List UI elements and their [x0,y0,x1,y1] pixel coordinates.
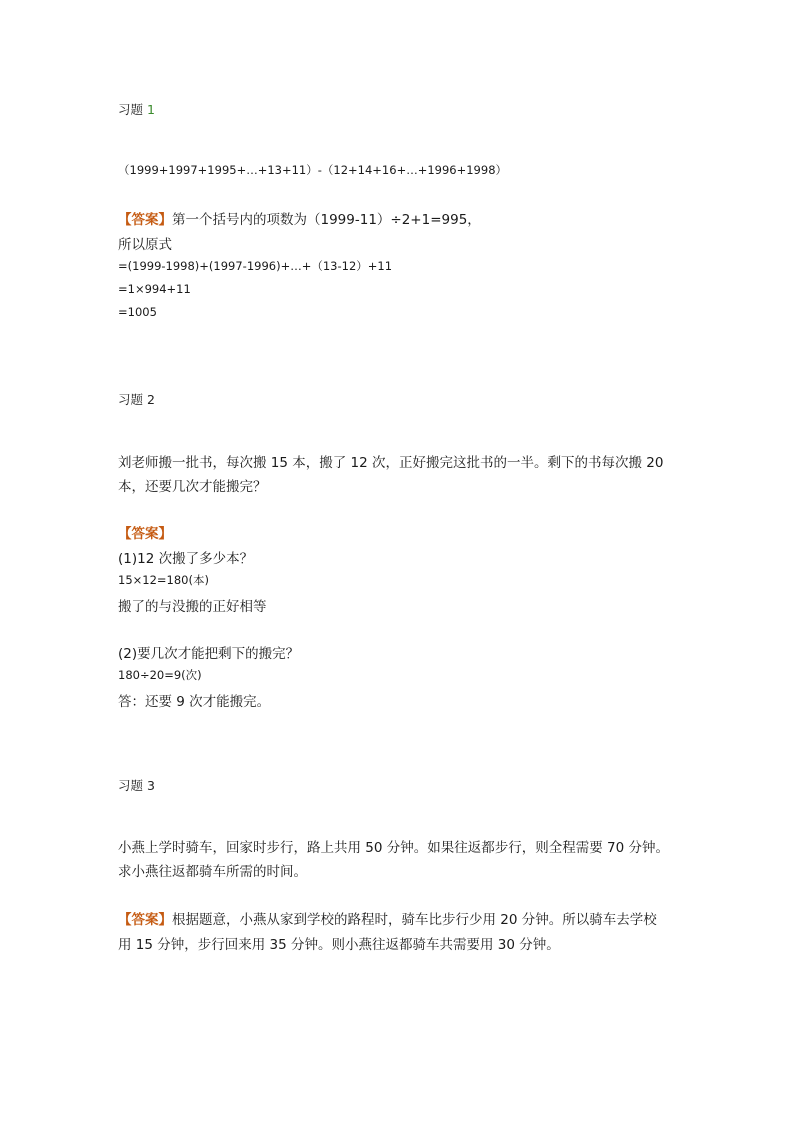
problem-3-question-line-1: 小燕上学时骑车，回家时步行，路上共用 50 分钟。如果往返都步行，则全程需要 70 分钟。 [118,840,670,856]
problem-2-answer-line-4: (2)要几次才能把剩下的搬完？ [118,646,300,662]
problem-1-question: （1999+1997+1995+…+13+11）-（12+14+16+…+1996+1998） [118,163,508,177]
problem-2-question-line-1: 刘老师搬一批书，每次搬 15 本，搬了 12 次，正好搬完这批书的一半。剩下的书每次搬 20 [118,455,664,471]
problem-1-answer-tag: 【答案】 [118,212,172,228]
problem-2-number: 2 [147,392,155,407]
problem-1-answer-line-4: =1×994+11 [118,282,191,296]
problem-3-heading-label: 习题 [118,778,144,793]
problem-3-number: 3 [147,778,155,793]
problem-3-answer-text-1: 根据题意，小燕从家到学校的路程时，骑车比步行少用 20 分钟。所以骑车去学校 [172,912,657,928]
problem-1-answer-line-2: 所以原式 [118,237,172,253]
problem-2-answer-line-2: 15×12=180(本) [118,573,209,587]
problem-1-answer-line-1 [118,208,481,228]
problem-2-answer-line-1: (1)12 次搬了多少本？ [118,551,254,567]
problem-1-answer-line-5: =1005 [118,305,157,319]
problem-2-heading-label: 习题 [118,392,144,407]
problem-2-answer-tag-line [118,522,172,542]
problem-1-answer-line-3: =(1999-1998)+(1997-1996)+…+（13-12）+11 [118,259,393,273]
problem-3-answer-tag: 【答案】 [118,912,172,928]
problem-2-answer-line-5: 180÷20=9(次) [118,668,202,682]
problem-2-heading [118,390,155,408]
problem-1-heading-label: 习题 [118,102,144,117]
problem-2-question-line-2: 本，还要几次才能搬完？ [118,479,267,495]
problem-1-answer-text-1: 第一个括号内的项数为（1999-11）÷2+1=995， [172,212,481,228]
problem-3-answer-line-1 [118,908,657,928]
problem-1-heading [118,100,155,118]
problem-1-number: 1 [147,102,155,117]
problem-2-answer-line-6: 答：还要 9 次才能搬完。 [118,694,271,710]
problem-2-answer-tag: 【答案】 [118,526,172,542]
problem-3-answer-line-2: 用 15 分钟，步行回来用 35 分钟。则小燕往返都骑车共需要用 30 分钟。 [118,937,560,953]
problem-3-question-line-2: 求小燕往返都骑车所需的时间。 [118,864,307,880]
problem-2-answer-line-3: 搬了的与没搬的正好相等 [118,599,267,615]
problem-3-heading [118,776,155,794]
